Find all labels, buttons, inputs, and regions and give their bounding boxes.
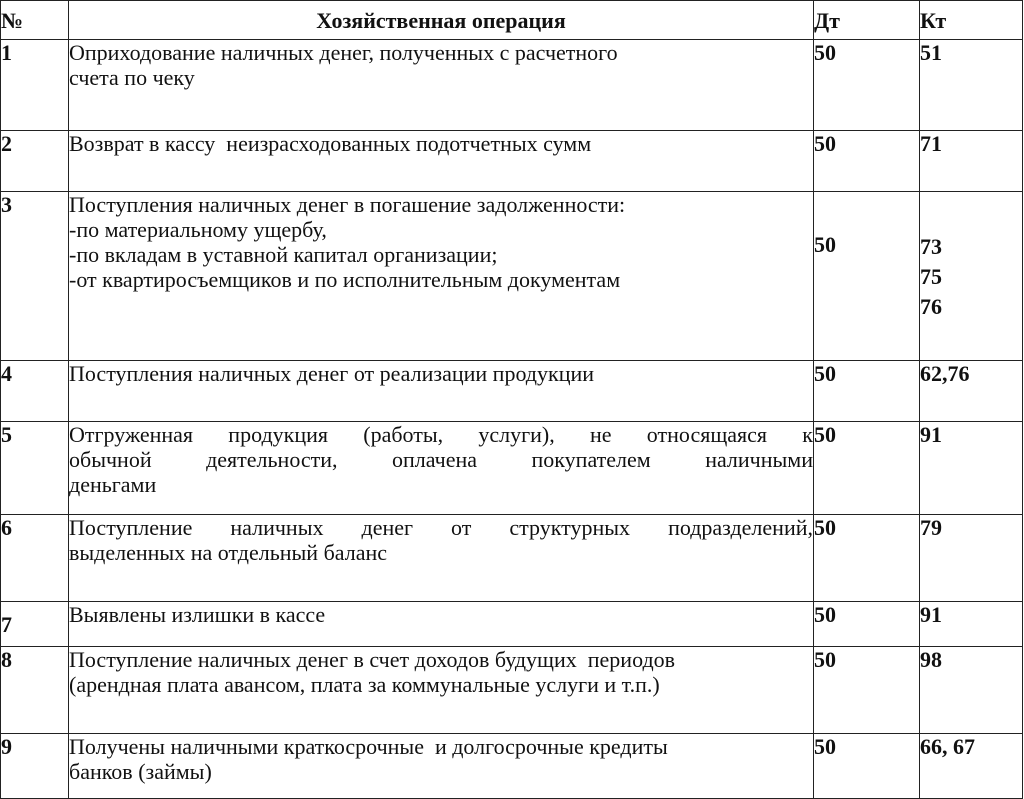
credit-account: 79: [920, 515, 942, 540]
credit-account: 66, 67: [920, 734, 975, 759]
operation-cell: [69, 602, 814, 647]
table-row: [1, 515, 1023, 602]
credit-account: 62,76: [920, 361, 970, 386]
table-row: [1, 131, 1023, 192]
debit-account: 50: [814, 647, 920, 734]
operation-cell: [69, 647, 814, 734]
table-row: [1, 734, 1023, 799]
operation-line: Поступления наличных денег от реализации продукции: [69, 361, 595, 386]
header-operation: Хозяйственная операция: [69, 1, 814, 40]
row-number: 9: [1, 734, 69, 799]
operation-cell: [69, 515, 814, 602]
debit-account: 50: [814, 192, 920, 361]
operation-line: Оприходование наличных денег, полученных с расчетного: [69, 40, 618, 65]
operation-line: Поступление наличных денег от структурных подразделений,: [69, 515, 813, 540]
operation-line: -по вкладам в уставной капитал организации;: [69, 242, 498, 267]
row-number: 6: [1, 515, 69, 602]
operation-cell: [69, 422, 814, 515]
table-row: [1, 361, 1023, 422]
operation-line: Возврат в кассу неизрасходованных подотчетных сумм: [69, 131, 592, 156]
operation-line: Поступление наличных денег в счет доходов будущих периодов: [69, 647, 676, 672]
operation-line: -по материальному ущербу,: [69, 217, 327, 242]
operation-cell: [69, 361, 814, 422]
credit-account-cell: [920, 131, 1023, 192]
operation-line: деньгами: [69, 472, 157, 497]
debit-account: 50: [814, 734, 920, 799]
table-row: [1, 422, 1023, 515]
operation-line: обычной деятельности, оплачена покупателем наличными: [69, 447, 813, 472]
debit-account: 50: [814, 40, 920, 131]
header-debit: Дт: [814, 1, 920, 40]
row-number: 5: [1, 422, 69, 515]
credit-account: 98: [920, 647, 942, 672]
operation-cell: [69, 40, 814, 131]
credit-account: 91: [920, 602, 942, 627]
debit-account: 50: [814, 515, 920, 602]
operation-line: -от квартиросъемщиков и по исполнительным документам: [69, 267, 621, 292]
operation-cell: [69, 192, 814, 361]
operation-line: Выявлены излишки в кассе: [69, 602, 326, 627]
credit-account: 73: [920, 234, 942, 259]
credit-account-cell: [920, 515, 1023, 602]
table-header-row: [1, 1, 1023, 40]
credit-account-cell: [920, 40, 1023, 131]
credit-account: 75: [920, 264, 942, 289]
credit-account: 91: [920, 422, 942, 447]
credit-account: 76: [920, 294, 942, 319]
credit-account-cell: [920, 192, 1023, 361]
operation-line: Поступления наличных денег в погашение задолженности:: [69, 192, 626, 217]
table-row: [1, 647, 1023, 734]
operation-line: счета по чеку: [69, 65, 195, 90]
header-credit: Кт: [920, 1, 1023, 40]
table-row: [1, 602, 1023, 647]
row-number: 2: [1, 131, 69, 192]
row-number: 1: [1, 40, 69, 131]
credit-account: 71: [920, 131, 942, 156]
debit-account: 50: [814, 131, 920, 192]
table-row: [1, 192, 1023, 361]
debit-account: 50: [814, 361, 920, 422]
table-row: [1, 40, 1023, 131]
operation-line: Отгруженная продукция (работы, услуги), не относящаяся к: [69, 422, 813, 447]
credit-account-cell: [920, 361, 1023, 422]
row-number: 7: [1, 602, 69, 647]
header-number: №: [1, 1, 69, 40]
debit-account: 50: [814, 422, 920, 515]
row-number: 4: [1, 361, 69, 422]
operation-line: выделенных на отдельный баланс: [69, 540, 388, 565]
credit-account: 51: [920, 40, 942, 65]
credit-account-cell: [920, 734, 1023, 799]
credit-account-cell: [920, 422, 1023, 515]
operation-line: банков (займы): [69, 759, 212, 784]
debit-account: 50: [814, 602, 920, 647]
credit-account-cell: [920, 647, 1023, 734]
operation-line: (арендная плата авансом, плата за коммунальные услуги и т.п.): [69, 672, 660, 697]
credit-account-cell: [920, 602, 1023, 647]
row-number: 3: [1, 192, 69, 361]
operation-line: Получены наличными краткосрочные и долгосрочные кредиты: [69, 734, 668, 759]
operation-cell: [69, 734, 814, 799]
row-number: 8: [1, 647, 69, 734]
operation-cell: [69, 131, 814, 192]
